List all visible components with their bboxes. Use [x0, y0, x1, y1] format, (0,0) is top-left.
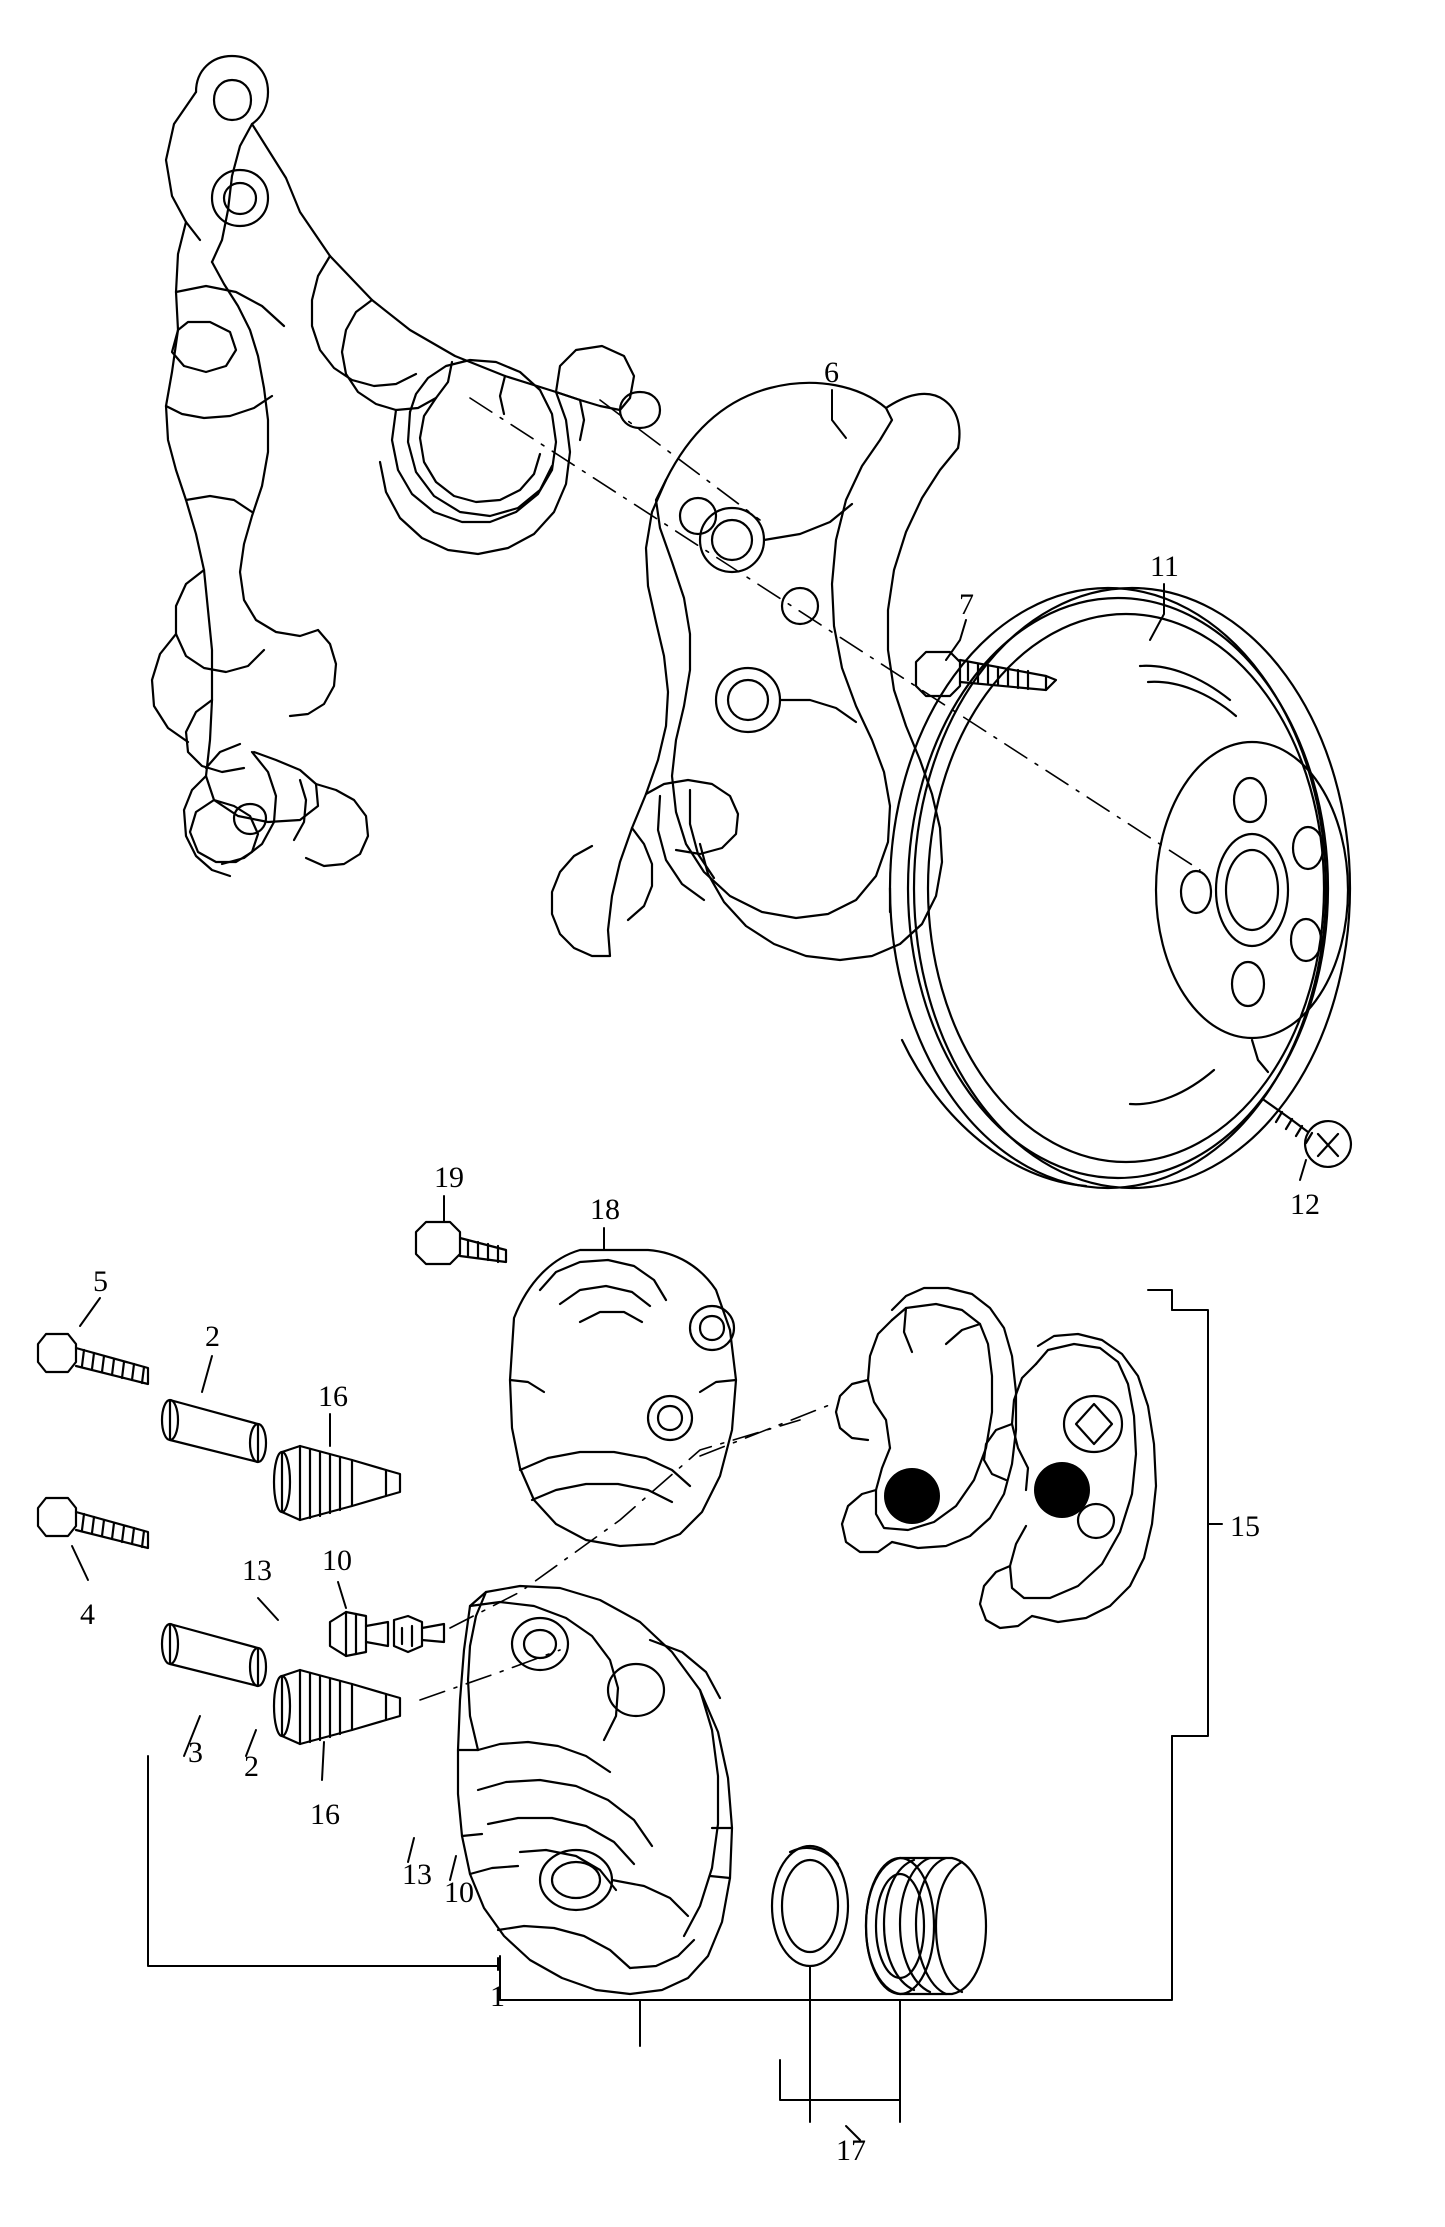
callout-13-upper: 13 [242, 1554, 272, 1587]
callout-10-lower: 10 [444, 1876, 474, 1909]
callout-4: 4 [80, 1598, 95, 1631]
callout-19: 19 [434, 1161, 464, 1194]
carrier-bolt [416, 1222, 506, 1264]
guide-sleeve-lower [162, 1624, 266, 1686]
callout-17: 17 [836, 2134, 866, 2167]
caliper-carrier [510, 1250, 736, 1546]
callout-5: 5 [93, 1265, 108, 1298]
guide-bolt-long [38, 1334, 148, 1384]
callout-3: 3 [188, 1736, 203, 1769]
caliper-axis [420, 1404, 832, 1700]
guide-bolt-short [38, 1498, 148, 1548]
bleeder-valve-upper [330, 1612, 444, 1656]
callout-2-upper: 2 [205, 1320, 220, 1353]
brake-caliper [458, 1586, 732, 1994]
callout-7: 7 [959, 588, 974, 621]
callout-2-lower: 2 [244, 1750, 259, 1783]
shield-bolt [916, 652, 1056, 696]
disc-retaining-screw [1264, 1100, 1351, 1167]
callout-1: 1 [490, 1980, 505, 2013]
splash-shield [552, 383, 959, 960]
callout-18: 18 [590, 1193, 620, 1226]
dust-boot [866, 1858, 986, 1994]
callout-10-upper: 10 [322, 1544, 352, 1577]
guide-pin-bush-lower [274, 1670, 400, 1744]
brake-pad-outer [980, 1334, 1156, 1628]
callout-16-upper: 16 [318, 1380, 348, 1413]
callout-15: 15 [1230, 1510, 1260, 1543]
wheel-bearing-housing [152, 56, 660, 876]
guide-sleeve-upper [162, 1400, 266, 1462]
brake-pad-inner [836, 1288, 1016, 1552]
piston-seal-ring [772, 1846, 848, 1966]
callout-11: 11 [1150, 550, 1179, 583]
callout-12: 12 [1290, 1188, 1320, 1221]
guide-pin-bush-upper [274, 1446, 400, 1520]
callout-6: 6 [824, 356, 839, 389]
callout-16-lower: 16 [310, 1798, 340, 1831]
callout-13-lower: 13 [402, 1858, 432, 1891]
